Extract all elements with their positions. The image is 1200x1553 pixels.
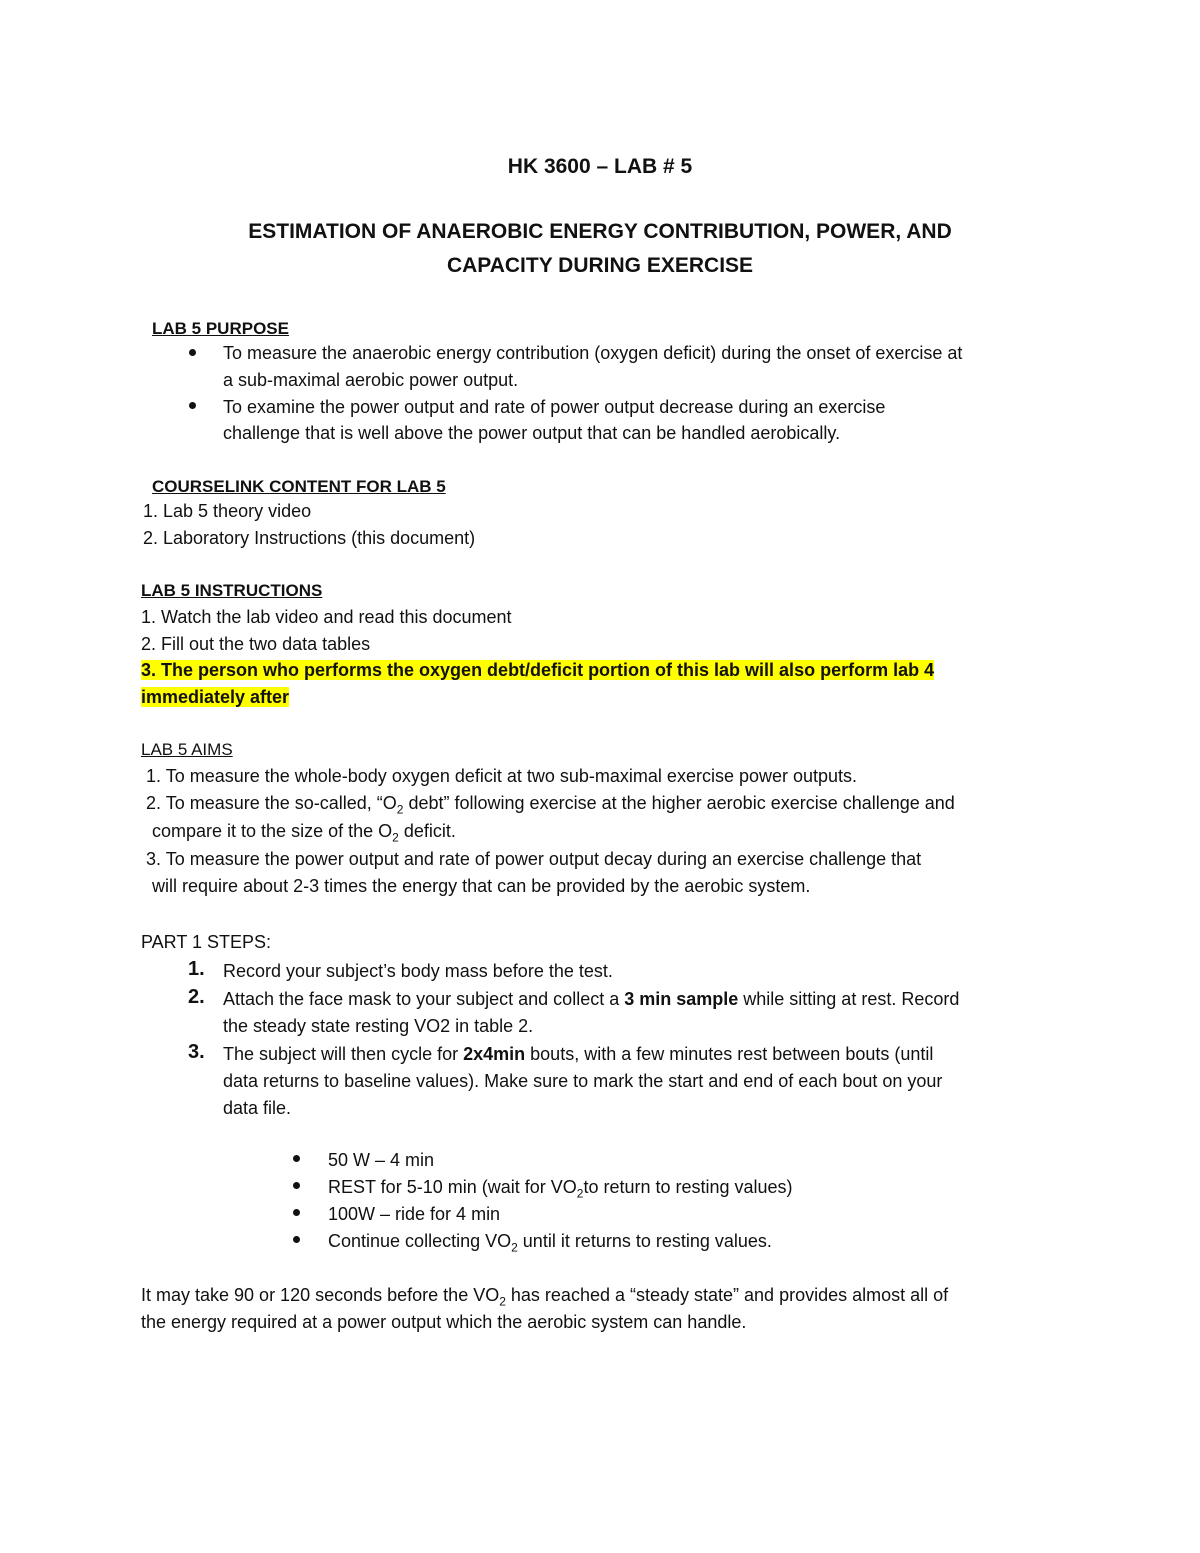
bout-item-4: Continue collecting $VO_2$ until it returns to resting values. <box>328 1231 772 1255</box>
document-subtitle-line1: ESTIMATION OF ANAEROBIC ENERGY CONTRIBUTION, POWER, AND <box>248 220 952 243</box>
bullet-icon <box>293 1182 300 1189</box>
purpose-item2-line2: challenge that is well above the power output that can be handled aerobically. <box>223 423 841 443</box>
bout-item-1: 50 W – 4 min <box>328 1150 435 1170</box>
step3-line3: data file. <box>223 1098 292 1118</box>
step1-text: Record your subject’s body mass before the test. <box>223 961 613 981</box>
document-subtitle-line2: CAPACITY DURING EXERCISE <box>446 254 754 277</box>
bullet-icon <box>293 1236 300 1243</box>
aims-item2-line2: compare it to the size of the $O_2$ deficit. <box>152 821 456 845</box>
purpose-item1-line2: a sub-maximal aerobic power output. <box>223 370 519 390</box>
aims-item3-line2: will require about 2-3 times the energy that can be provided by the aerobic system. <box>152 876 811 896</box>
step3-number: 3. <box>188 1041 205 1063</box>
part1-heading: PART 1 STEPS: <box>141 932 272 952</box>
courselink-heading: COURSELINK CONTENT FOR LAB 5 <box>152 477 446 496</box>
bout-item-2: REST for 5-10 min (wait for $VO_2to$ return to resting values) <box>328 1177 793 1201</box>
bullet-icon <box>189 402 196 409</box>
bullet-icon <box>293 1209 300 1216</box>
purpose-heading: LAB 5 PURPOSE <box>152 319 289 338</box>
instructions-heading: LAB 5 INSTRUCTIONS <box>141 581 323 600</box>
purpose-item1-line1: To measure the anaerobic energy contribution (oxygen deficit) during the onset of exercise at <box>223 343 963 363</box>
step1-number: 1. <box>188 958 205 980</box>
instructions-item3-line2 <box>141 686 289 708</box>
purpose-item2-line1: To examine the power output and rate of power output decrease during an exercise <box>223 397 886 417</box>
instructions-item1: 1. Watch the lab video and read this document <box>141 607 512 627</box>
step2-number: 2. <box>188 986 205 1008</box>
step3-line1: The subject will then cycle for 2x4min bouts, with a few minutes rest between bouts (until <box>223 1044 934 1064</box>
courselink-item1: 1. Lab 5 theory video <box>143 501 312 521</box>
bout-item-3: 100W – ride for 4 min <box>328 1204 501 1224</box>
closing-line2: the energy required at a power output which the aerobic system can handle. <box>141 1312 747 1332</box>
instructions-item3-line1 <box>141 659 934 681</box>
bullet-icon <box>189 349 196 356</box>
step2-line2: the steady state resting VO2 in table 2. <box>223 1016 534 1036</box>
closing-line1: It may take 90 or 120 seconds before the $VO_2$ has reached a “steady state” and provides almost all of <box>141 1285 949 1309</box>
aims-item3-line1: 3. To measure the power output and rate of power output decay during an exercise challenge that <box>146 849 922 869</box>
highlighted-text: 3. The person who performs the oxygen debt/deficit portion of this lab will also perform lab 4 <box>141 660 935 680</box>
aims-item2-line1: 2. To measure the so-called, “$O_2$ debt” following exercise at the higher aerobic exercise challenge and <box>146 793 955 817</box>
document-title: HK 3600 – LAB # 5 <box>507 155 693 178</box>
aims-heading: LAB 5 AIMS <box>141 740 233 759</box>
highlighted-text: immediately after <box>141 687 290 707</box>
courselink-item2: 2. Laboratory Instructions (this document) <box>143 528 476 548</box>
bullet-icon <box>293 1155 300 1162</box>
step3-line2: data returns to baseline values). Make sure to mark the start and end of each bout on your <box>223 1071 943 1091</box>
aims-item1: 1. To measure the whole-body oxygen deficit at two sub-maximal exercise power outputs. <box>146 766 858 786</box>
instructions-item2: 2. Fill out the two data tables <box>141 634 371 654</box>
step2-line1: Attach the face mask to your subject and collect a 3 min sample while sitting at rest. Record <box>223 989 960 1009</box>
